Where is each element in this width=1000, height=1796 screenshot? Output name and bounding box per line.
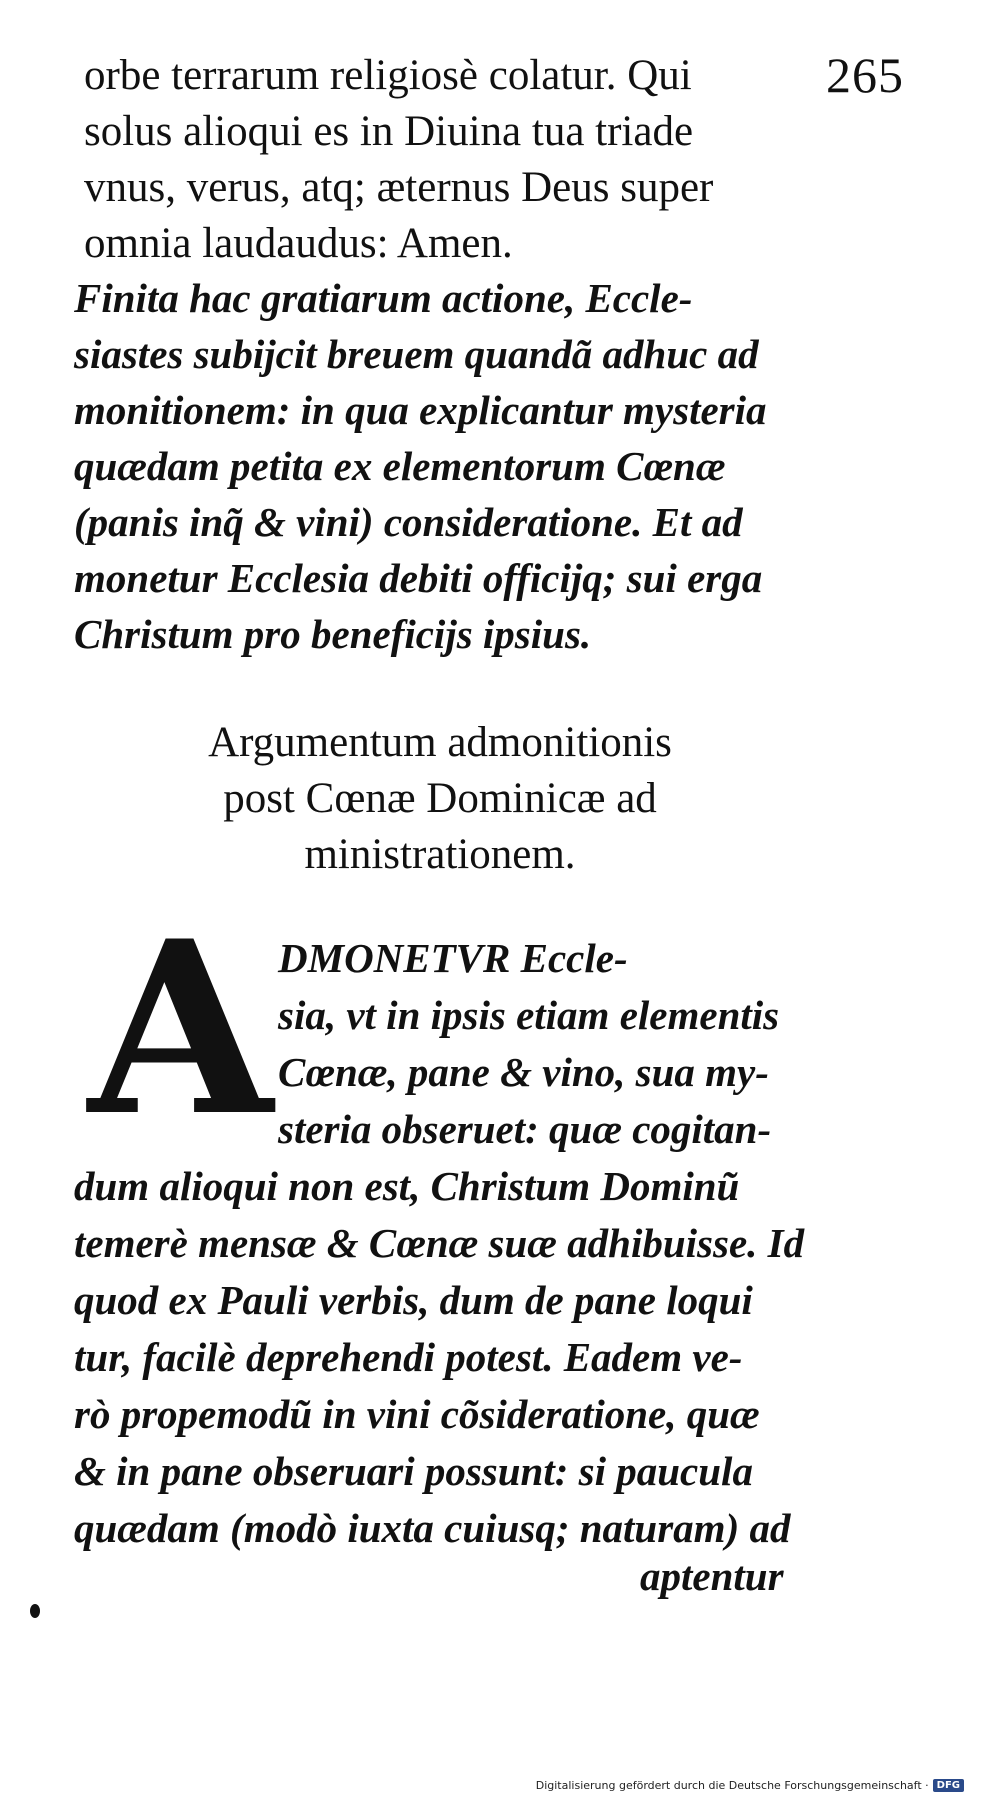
ink-speck [30,1604,40,1618]
text-line: dum alioqui non est, Christum Dominũ [74,1163,740,1209]
text-line: monetur Ecclesia debiti officijq; sui erga [74,555,763,601]
text-line: DMONETVR Eccle- [278,935,628,981]
heading-line: ministrationem. [304,831,576,878]
text-line: solus alioqui es in Diuina tua triade [84,108,694,155]
rubric-paragraph [74,270,814,662]
section-heading [100,715,780,883]
text-line: siastes subijcit breuem quandã adhuc ad [74,331,759,377]
page-number: 265 [826,47,904,103]
catchword: aptentur [640,1553,784,1599]
text-line: Christum pro beneficijs ipsius. [74,611,592,657]
body-paragraph-opening [278,930,818,1158]
text-line: omnia laudaudus: Amen. [84,220,513,267]
text-line: quod ex Pauli verbis, dum de pane loqui [74,1277,753,1323]
heading-line: Argumentum admonitionis [208,719,672,766]
text-line: Cœnæ, pane & vino, sua my- [278,1049,769,1095]
text-line: Finita hac gratiarum actione, Eccle- [74,275,693,321]
body-paragraph-continued [74,1158,814,1557]
text-line: rò propemodũ in vini cõsideratione, quæ [74,1391,760,1437]
text-line: quædam petita ex elementorum Cœnæ [74,443,726,489]
heading-line: post Cœnæ Dominicæ ad [223,775,657,822]
footer-text: Digitalisierung gefördert durch die Deutsche Forschungsgemeinschaft · [535,1779,929,1792]
closing-prayer-text [84,48,824,272]
text-line: orbe terrarum religiosè colatur. Qui [84,52,692,99]
text-line: steria obseruet: quæ cogitan- [278,1106,772,1152]
text-line: quædam (modò iuxta cuiusq; naturam) ad [74,1505,791,1551]
text-line: monitionem: in qua explicantur mysteria [74,387,767,433]
digitization-footer [536,1779,964,1792]
drop-cap-initial: A [88,890,273,1169]
text-line: tur, facilè deprehendi potest. Eadem ve- [74,1334,743,1380]
dfg-logo-icon: DFG [933,1779,964,1792]
text-line: (panis inq̃ & vini) consideratione. Et ad [74,499,743,545]
text-line: temerè mensæ & Cœnæ suæ adhibuisse. Id [74,1220,805,1266]
text-line: & in pane obseruari possunt: si paucula [74,1448,753,1494]
text-line: vnus, verus, atq; æternus Deus super [84,164,714,211]
text-line: sia, vt in ipsis etiam elementis [278,992,780,1038]
